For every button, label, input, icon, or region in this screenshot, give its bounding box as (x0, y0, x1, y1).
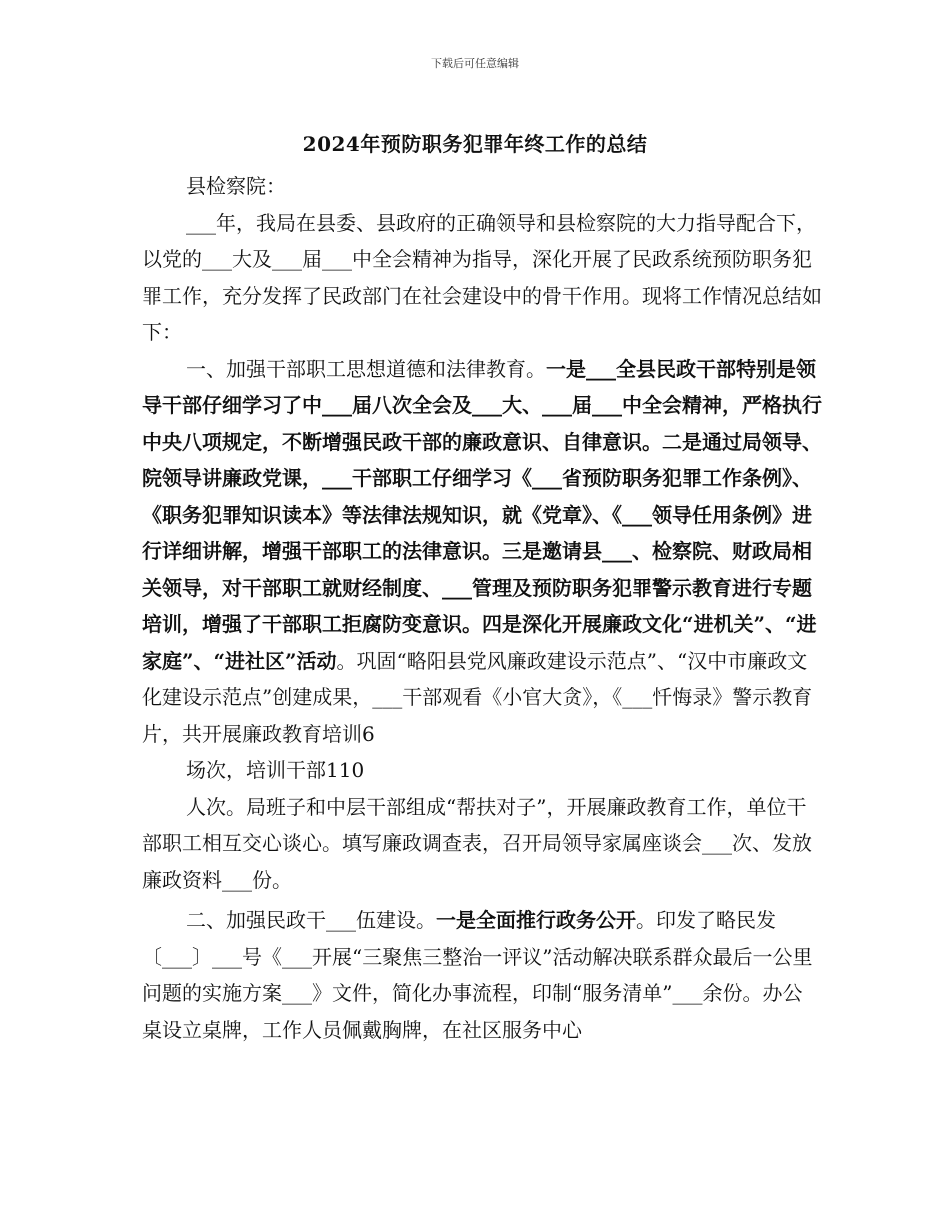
paragraph-training-people: 人次。局班子和中层干部组成“帮扶对子”，开展廉政教育工作，单位干部职工相互交心谈心。填写廉政调查表，召开局领导家属座谈会___次、发放廉政资料___份。 (142, 794, 812, 892)
section-one-text: 。巩固“略阳县党风廉政建设示范点”、“汉中市廉政文化建设示范点”创建成果，___干部观看《小官大贪》，《___忏悔录》警示教育片，共开展廉政教育培训6 (142, 648, 813, 746)
paragraph-training-sessions: 场次，培训干部110 (186, 758, 365, 782)
paragraph-intro: ___年，我局在县委、县政府的正确领导和县检察院的大力指导配合下，以党的___大及___届___中全会精神为指导，深化开展了民政系统预防职务犯罪工作，充分发挥了民政部门在社会建设中的骨干作用。现将工作情况总结如下： (142, 210, 822, 344)
header-note: 下载后可任意编辑 (431, 57, 519, 70)
paragraph-section-two (142, 902, 822, 1048)
document-title: 2024年预防职务犯罪年终工作的总结 (302, 132, 648, 156)
section-two-bold-text: 一是全面推行政务公开 (436, 908, 636, 932)
section-two-heading: 二、加强民政干___伍建设。 (186, 908, 436, 932)
salutation: 县检察院： (186, 174, 286, 198)
section-two-text: 。印发了略民发〔___〕___号《___开展“三聚焦三整治一评议”活动解决联系群众最后一公里问题的实施方案___》文件，简化办事流程，印制“服务清单”___余份。办公桌设立桌牌，工作人员佩戴胸牌，在社区服务中心 (142, 908, 813, 1042)
document-body (142, 168, 822, 1048)
paragraph-section-one (142, 351, 822, 753)
section-one-bold-text: 一是___全县民政干部特别是领导干部仔细学习了中___届八次全会及___大、___届___中全会精神，严格执行中央八项规定，不断增强民政干部的廉政意识、自律意识。二是通过局领导、院领导讲廉政党课，___干部职工仔细学习《___省预防职务犯罪工作条例》、《职务犯罪知识读本》等法律法规知识，就《党章》、《___领导任用条例》进行详细讲解，增强干部职工的法律意识。三是邀请县___、检察院、财政局相关领导，对干部职工就财经制度、___管理及预防职务犯罪警示教育进行专题培训，增强了干部职工拒腐防变意识。四是深化开展廉政文化“进机关”、“进家庭”、“进社区”活动 (142, 356, 822, 673)
section-one-heading: 一、加强干部职工思想道德和法律教育。 (186, 356, 546, 381)
